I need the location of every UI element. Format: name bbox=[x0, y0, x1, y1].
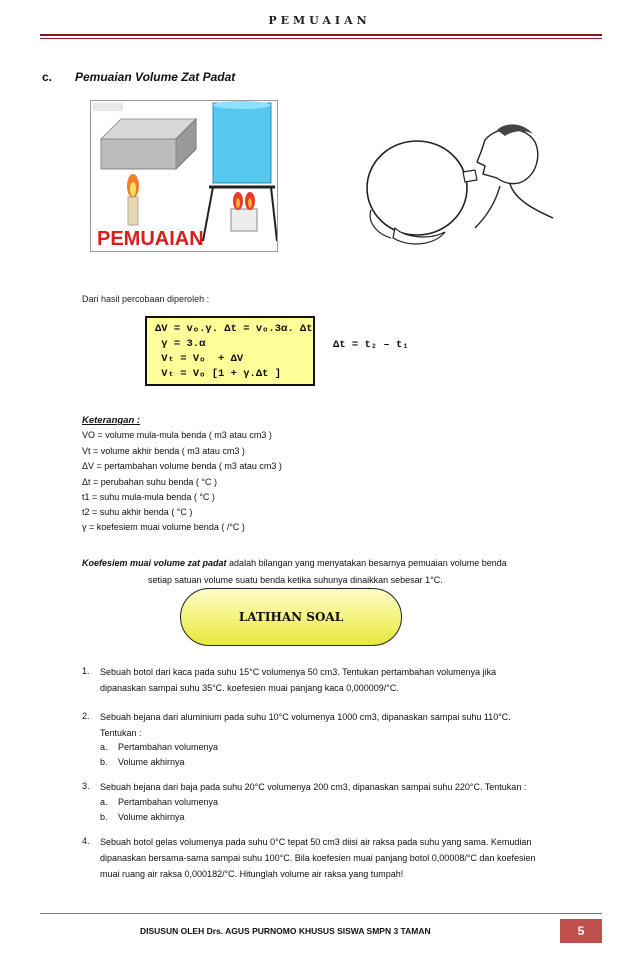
intro-text: Dari hasil percobaan diperoleh : bbox=[82, 294, 210, 304]
header-title: PEMUAIAN bbox=[268, 14, 371, 27]
keterangan-title: Keterangan : bbox=[82, 415, 141, 426]
header-rule-thin bbox=[40, 38, 602, 39]
definition-rest: adalah bilangan yang menyatakan besarnya pemuaian volume benda bbox=[226, 558, 507, 568]
formula-line: Vₜ = Vₒ + ΔV bbox=[155, 353, 244, 365]
question-text bbox=[100, 834, 603, 882]
sub-text: Pertambahan volumenya bbox=[118, 797, 219, 807]
sub-text: Pertambahan volumenya bbox=[118, 742, 219, 752]
keterangan-line: γ = koefesiem muai volume benda ( /°C ) bbox=[82, 522, 245, 532]
keterangan-line: t2 = suhu akhir benda ( °C ) bbox=[82, 507, 193, 517]
sub-label: a. bbox=[100, 797, 108, 807]
question-line: Tentukan : bbox=[100, 728, 142, 738]
formula-line: Vₜ = Vₒ [1 + γ.Δt ] bbox=[155, 368, 282, 380]
keterangan-line: Δt = perubahan suhu benda ( °C ) bbox=[82, 477, 217, 487]
image-caption: PEMUAIAN bbox=[97, 228, 204, 250]
section-letter: c. bbox=[42, 70, 53, 84]
balloon-illustration bbox=[335, 100, 555, 250]
sub-label: b. bbox=[100, 812, 108, 822]
sub-item bbox=[100, 812, 185, 822]
question-number: 3. bbox=[82, 781, 90, 791]
delta-t-formula: Δt = t₂ – t₁ bbox=[333, 339, 409, 351]
keterangan-line: Vt = volume akhir benda ( m3 atau cm3 ) bbox=[82, 446, 245, 456]
sub-label: b. bbox=[100, 757, 108, 767]
question-line: Sebuah bejana dari aluminium pada suhu 10°C volumenya 1000 cm3, dipanaskan sampai suhu 110°C. bbox=[100, 712, 511, 722]
header-rule bbox=[40, 34, 602, 36]
keterangan-line: t1 = suhu mula-mula benda ( °C ) bbox=[82, 492, 215, 502]
section-title: Pemuaian Volume Zat Padat bbox=[75, 70, 236, 84]
footer-rule bbox=[40, 913, 602, 914]
page-number: 5 bbox=[560, 919, 602, 943]
question-number: 2. bbox=[82, 711, 90, 721]
question-line: muai ruang air raksa 0,000182/°C. Hitunglah volume air raksa yang tumpah! bbox=[100, 869, 404, 879]
sub-item bbox=[100, 742, 218, 752]
formula-line: γ = 3.α bbox=[155, 338, 206, 350]
definition-term: Koefesiem muai volume zat padat bbox=[82, 558, 227, 568]
question-number: 1. bbox=[82, 666, 90, 676]
question-text bbox=[100, 664, 603, 696]
latihan-label: LATIHAN SOAL bbox=[238, 610, 344, 624]
question-line: Sebuah botol dari kaca pada suhu 15°C volumenya 50 cm3. Tentukan pertambahan volumenya jika bbox=[100, 667, 497, 677]
keterangan-line: VO = volume mula-mula benda ( m3 atau cm3 ) bbox=[82, 430, 272, 440]
sub-item bbox=[100, 757, 185, 767]
sub-text: Volume akhirnya bbox=[118, 812, 185, 822]
formula-box bbox=[145, 316, 315, 386]
question-text bbox=[100, 779, 603, 795]
sub-text: Volume akhirnya bbox=[118, 757, 185, 767]
definition-paragraph bbox=[82, 555, 602, 589]
question-line: dipanaskan bersama-sama sampai suhu 100°C. Bila koefesien muai panjang botol 0,00008/°C dan koefesien bbox=[100, 853, 536, 863]
question-line: Sebuah bejana dari baja pada suhu 20°C volumenya 200 cm3, dipanaskan sampai suhu 220°C. Tentukan : bbox=[100, 782, 527, 792]
sub-label: a. bbox=[100, 742, 108, 752]
footer-text: DISUSUN OLEH Drs. AGUS PURNOMO KHUSUS SISWA SMPN 3 TAMAN bbox=[140, 926, 431, 936]
expansion-illustration bbox=[90, 100, 278, 252]
question-number: 4. bbox=[82, 836, 90, 846]
sub-item bbox=[100, 797, 218, 807]
keterangan-line: ΔV = pertambahan volume benda ( m3 atau cm3 ) bbox=[82, 461, 282, 471]
definition-line2: setiap satuan volume suatu benda ketika suhunya dinaikkan sebesar 1°C. bbox=[148, 575, 443, 585]
question-line: Sebuah botol gelas volumenya pada suhu 0°C tepat 50 cm3 diisi air raksa pada suhu yang sama. Kemudian bbox=[100, 837, 532, 847]
expansion-drawing bbox=[91, 101, 277, 251]
balloon-drawing bbox=[335, 100, 555, 250]
question-text bbox=[100, 709, 603, 741]
latihan-soal-banner bbox=[180, 588, 402, 646]
question-line: dipanaskan sampai suhu 35°C. koefesien muai panjang kaca 0,000009/°C. bbox=[100, 683, 399, 693]
formula-line: ΔV = vₒ.γ. Δt = vₒ.3α. Δt bbox=[155, 323, 313, 335]
